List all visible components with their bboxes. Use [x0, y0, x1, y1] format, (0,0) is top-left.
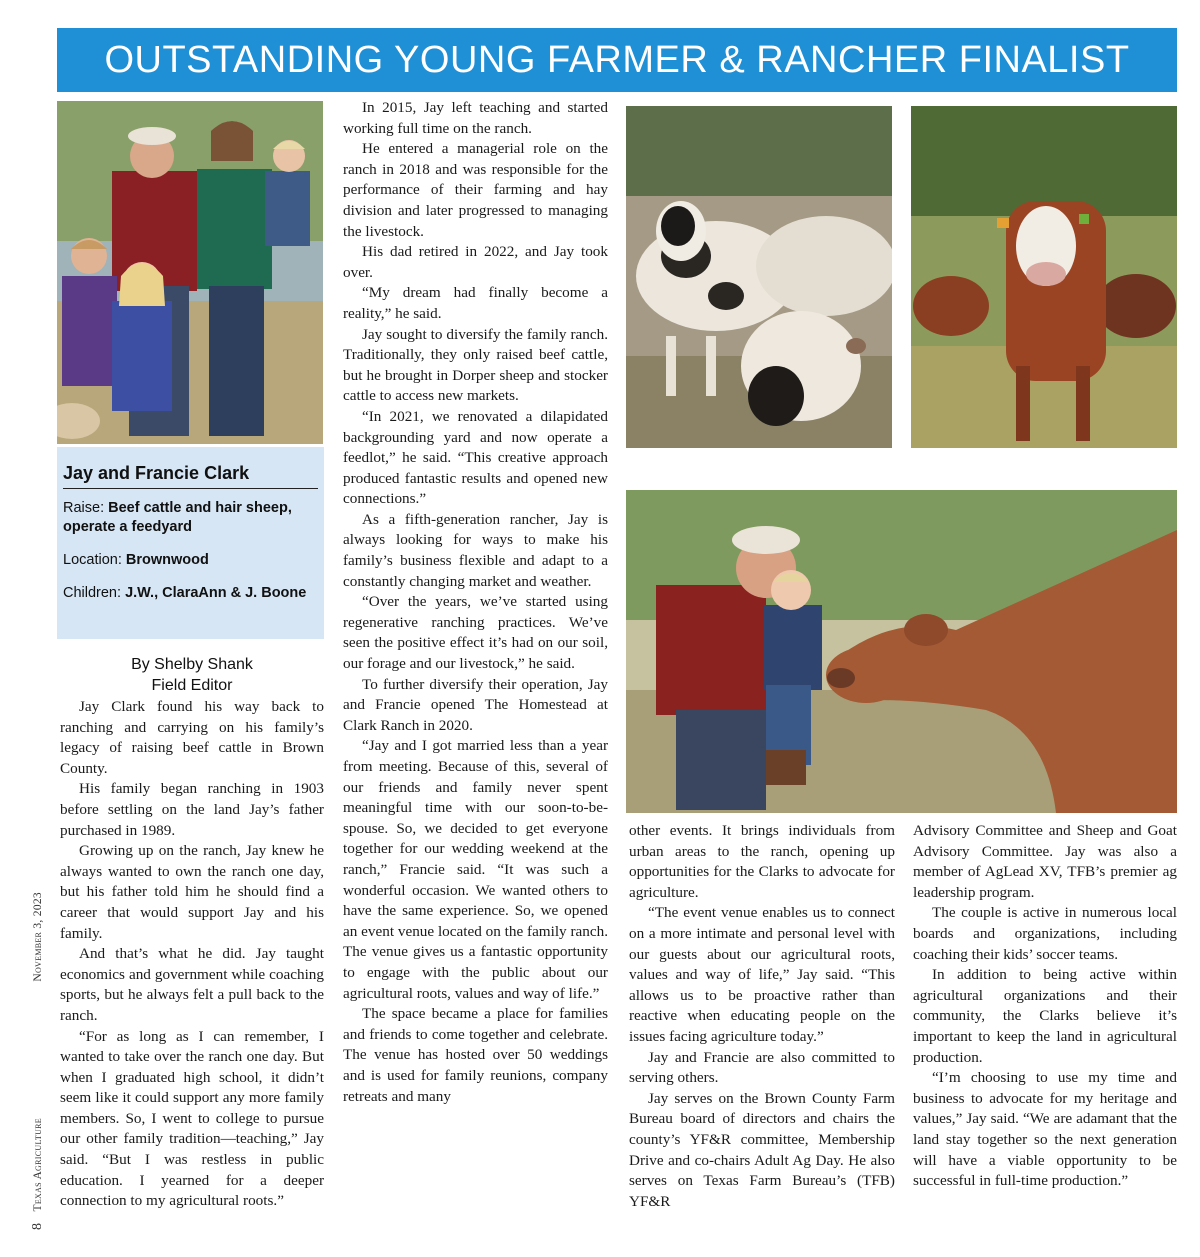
paragraph: And that’s what he did. Jay taught economics and government while coaching sports, but he always felt a pull back to the ranch. [60, 945, 324, 1024]
paragraph: Jay sought to diversify the family ranch. Traditionally, they only raised beef cattle, but he brought in Dorper sheep and stocker cattle to access new markets. [343, 325, 608, 405]
article-column-4 [913, 821, 1177, 1192]
paragraph: To further diversify their operation, Jay and Francie opened The Homestead at Clark Ranch in 2020. [343, 675, 608, 734]
paragraph: Jay Clark found his way back to ranching and carrying on his family’s legacy of raising beef cattle in Brown County. [60, 698, 324, 777]
byline-author: By Shelby Shank [131, 656, 253, 673]
family-photo [57, 101, 323, 444]
raise-value: Beef cattle and hair sheep, operate a feedyard [63, 500, 292, 535]
paragraph: As a fifth-generation rancher, Jay is always looking for ways to make his family’s business flexible and adapt to a constantly changing market and weather. [343, 510, 608, 590]
page-number: 8 [30, 1222, 45, 1230]
header-banner [57, 28, 1177, 92]
location-row [63, 551, 318, 570]
paragraph: “In 2021, we renovated a dilapidated backgrounding yard and now operate a feedlot,” he said. “This creative approach produced fantastic results and opened new connections.” [343, 407, 608, 508]
paragraph: Advisory Committee and Sheep and Goat Advisory Committee. Jay was also a member of AgLead XV, TFB’s premier ag leadership program. [913, 822, 1177, 901]
article-column-3 [629, 821, 895, 1212]
article-column-2 [343, 98, 608, 1107]
children-row [63, 584, 318, 603]
paragraph: “I’m choosing to use my time and business to advocate for my heritage and values,” Jay said. “We are adamant that the land stay together so the next generation will have a viable opportunity to be successful in full-time production.” [913, 1069, 1177, 1190]
children-value: J.W., ClaraAnn & J. Boone [125, 585, 307, 601]
paragraph: Jay serves on the Brown County Farm Bureau board of directors and chairs the county’s YF&R committee, Membership Drive and co-chairs Adult Ag Day. He also serves on Texas Farm Bureau’s (TFB) YF&R [629, 1089, 895, 1210]
paragraph: In addition to being active within agricultural organizations and their community, the Clarks believe it’s important to keep the land in agricultural production. [913, 966, 1177, 1066]
paragraph: “Jay and I got married less than a year from meeting. Because of this, several of our friends and family never spent meaningful time with our soon-to-be-spouse. So, we decided to get everyone together for our wedding weekend at the ranch,” Francie said. “It was such a wonderful occasion. We wanted others to have the same experience. So, we opened an event venue located on the family ranch. The venue gives us a fantastic opportunity to engage with the public about our agricultural roots, values and way of life.” [343, 737, 608, 1002]
article-column-1 [60, 697, 324, 1212]
paragraph: Growing up on the ranch, Jay knew he always wanted to own the ranch one day, but his father told him he should find a career that would support Jay and his family. [60, 842, 324, 942]
paragraph: In 2015, Jay left teaching and started working full time on the ranch. [343, 99, 608, 137]
paragraph: He entered a managerial role on the ranch in 2018 and was responsible for the performance of their farming and hay division and later progressed to managing the livestock. [343, 140, 608, 240]
sheep-photo [626, 106, 892, 448]
paragraph: The couple is active in numerous local boards and organizations, including coaching their kids’ soccer teams. [913, 904, 1177, 963]
publication-name: Texas Agriculture [32, 1118, 44, 1212]
byline-role: Field Editor [151, 677, 233, 694]
issue-date: November 3, 2023 [32, 892, 44, 982]
cattle-photo [911, 106, 1177, 448]
page-footer-sidebar [30, 892, 46, 1230]
rancher-cow-photo [626, 490, 1177, 813]
paragraph: Jay and Francie are also committed to serving others. [629, 1048, 895, 1087]
paragraph: The space became a place for families and friends to come together and celebrate. The venue has hosted over 50 weddings and is used for family reunions, company retreats and many [343, 1005, 608, 1105]
paragraph: His dad retired in 2022, and Jay took over. [343, 243, 608, 281]
paragraph: other events. It brings individuals from urban areas to the ranch, opening up opportunities for the Clarks to advocate for agriculture. [629, 822, 895, 901]
profile-info-box [57, 447, 324, 639]
raise-row [63, 499, 318, 537]
location-label: Location: [63, 552, 126, 568]
byline [60, 654, 324, 696]
paragraph: “Over the years, we’ve started using regenerative ranching practices. We’ve seen the positive effect it’s had on our soil, our forage and our livestock,” he said. [343, 593, 608, 673]
children-label: Children: [63, 585, 126, 601]
paragraph: “The event venue enables us to connect on a more intimate and personal level with our guests about our agricultural roots, values and way of life,” Jay said. “This allows us to be proactive rather than reactive when educating people on the issues facing agriculture today.” [629, 904, 895, 1045]
paragraph: “For as long as I can remember, I wanted to take over the ranch one day. But when I graduated high school, it didn’t seem like it could support any more family members. So, I went to college to pursue our other family tradition—teaching,” Jay said. “But I was restless in public education. I yearned for a deeper connection to my agricultural roots.” [60, 1027, 324, 1210]
finalist-name: Jay and Francie Clark [63, 463, 318, 489]
raise-label: Raise: [63, 500, 109, 516]
location-value: Brownwood [125, 552, 209, 568]
paragraph: “My dream had finally become a reality,” he said. [343, 284, 608, 322]
paragraph: His family began ranching in 1903 before settling on the land Jay’s father purchased in 1989. [60, 780, 324, 839]
page-title: OUTSTANDING YOUNG FARMER & RANCHER FINALIST [104, 38, 1130, 81]
